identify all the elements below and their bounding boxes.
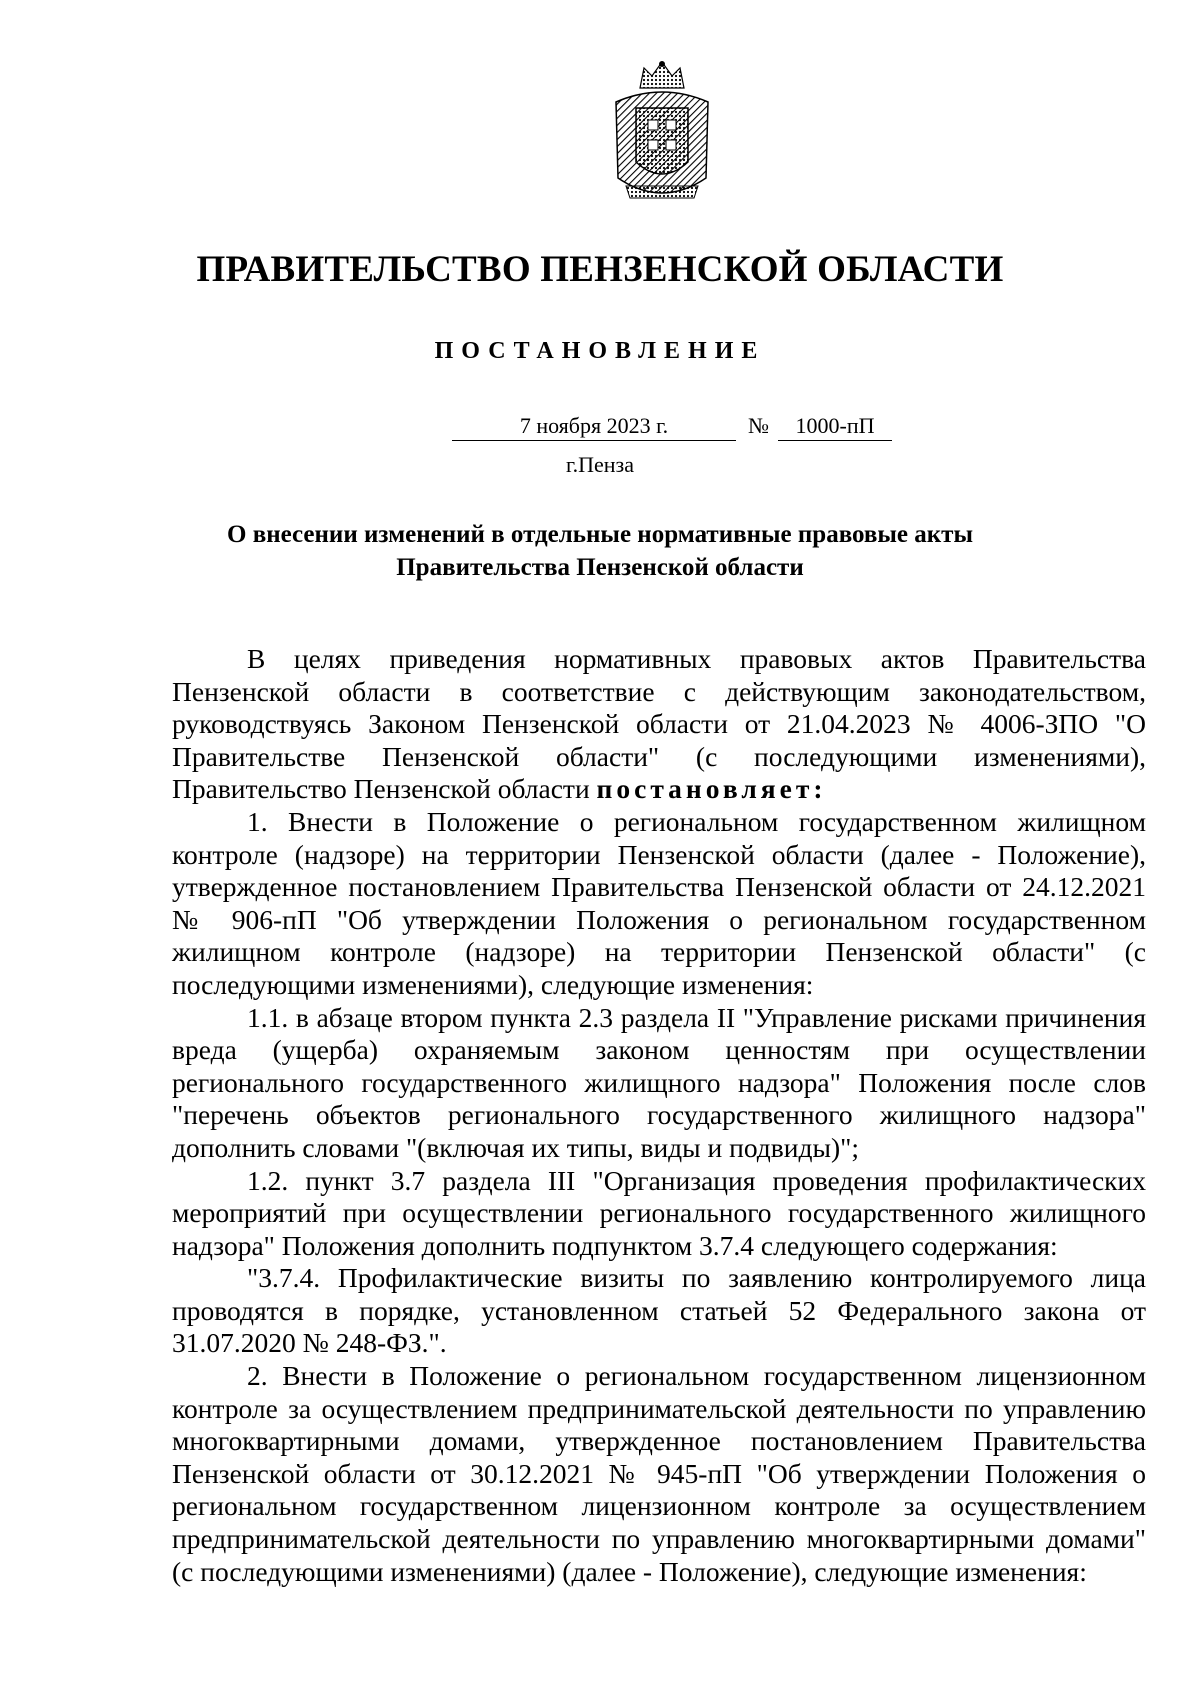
document-body: [172, 643, 1146, 1588]
subject-line-1: О внесении изменений в отдельные нормативные правовые акты: [227, 521, 973, 548]
preamble-paragraph: [172, 643, 1146, 806]
paragraph-2: 2. Внести в Положение о региональном государственном лицензионном контроле за осуществлением предпринимательской деятельности по управлению многоквартирными домами, утвержденное постановлением Правительства Пензенской области от 30.12.2021 № 945-пП "Об утверждении Положения о региональном государственном лицензионном контроле за осуществлением предпринимательской деятельности по управлению многоквартирными домами" (с последующими изменениями) (далее - Положение), следующие изменения:: [172, 1360, 1146, 1587]
paragraph-1: 1. Внести в Положение о региональном государственном жилищном контроле (надзоре) на территории Пензенской области (далее - Положение), утвержденное постановлением Правительства Пензенской области от 24.12.2021 № 906-пП "Об утверждении Положения о региональном государственном жилищном контроле (надзоре) на территории Пензенской области" (с последующими изменениями), следующие изменения:: [172, 805, 1146, 1000]
paragraph-1-1: 1.1. в абзаце втором пункта 2.3 раздела II "Управление рисками причинения вреда (ущерба) охраняемым законом ценностям при осуществлении регионального государственного жилищного надзора" Положения после слов "перечень объектов регионального государственного жилищного надзора" дополнить словами "(включая их типы, виды и подвиды)";: [172, 1001, 1146, 1163]
organization-title: ПРАВИТЕЛЬСТВО ПЕНЗЕНСКОЙ ОБЛАСТИ: [196, 249, 1004, 290]
document-date: 7 ноября 2023 г.: [452, 412, 736, 441]
document-type: ПОСТАНОВЛЕНИЕ: [434, 338, 766, 364]
document-subject: [200, 518, 1000, 584]
decree-word: постановляет:: [596, 773, 827, 805]
paragraph-1-2-quote: "3.7.4. Профилактические визиты по заявлению контролируемого лица проводятся в порядке, установленном статьей 52 Федерального закона от 31.07.2020 № 248-ФЗ.".: [172, 1262, 1146, 1359]
paragraph-1-2: 1.2. пункт 3.7 раздела III "Организация проведения профилактических мероприятий при осуществлении регионального государственного жилищного надзора" Положения дополнить подпунктом 3.7.4 следующего содержания:: [172, 1164, 1146, 1261]
document-number: 1000-пП: [778, 412, 892, 441]
preamble-text: В целях приведения нормативных правовых актов Правительства Пензенской области в соответствие с действующим законодательством, руководствуясь Законом Пензенской области от 21.04.2023 № 4006-ЗПО "О Правительстве Пензенской области" (с последующими изменениями), Правительство Пензенской области: [172, 643, 1146, 805]
number-sign: №: [748, 413, 769, 438]
coat-of-arms-icon: [606, 58, 718, 206]
city: г.Пенза: [566, 452, 634, 477]
subject-line-2: Правительства Пензенской области: [396, 554, 804, 581]
